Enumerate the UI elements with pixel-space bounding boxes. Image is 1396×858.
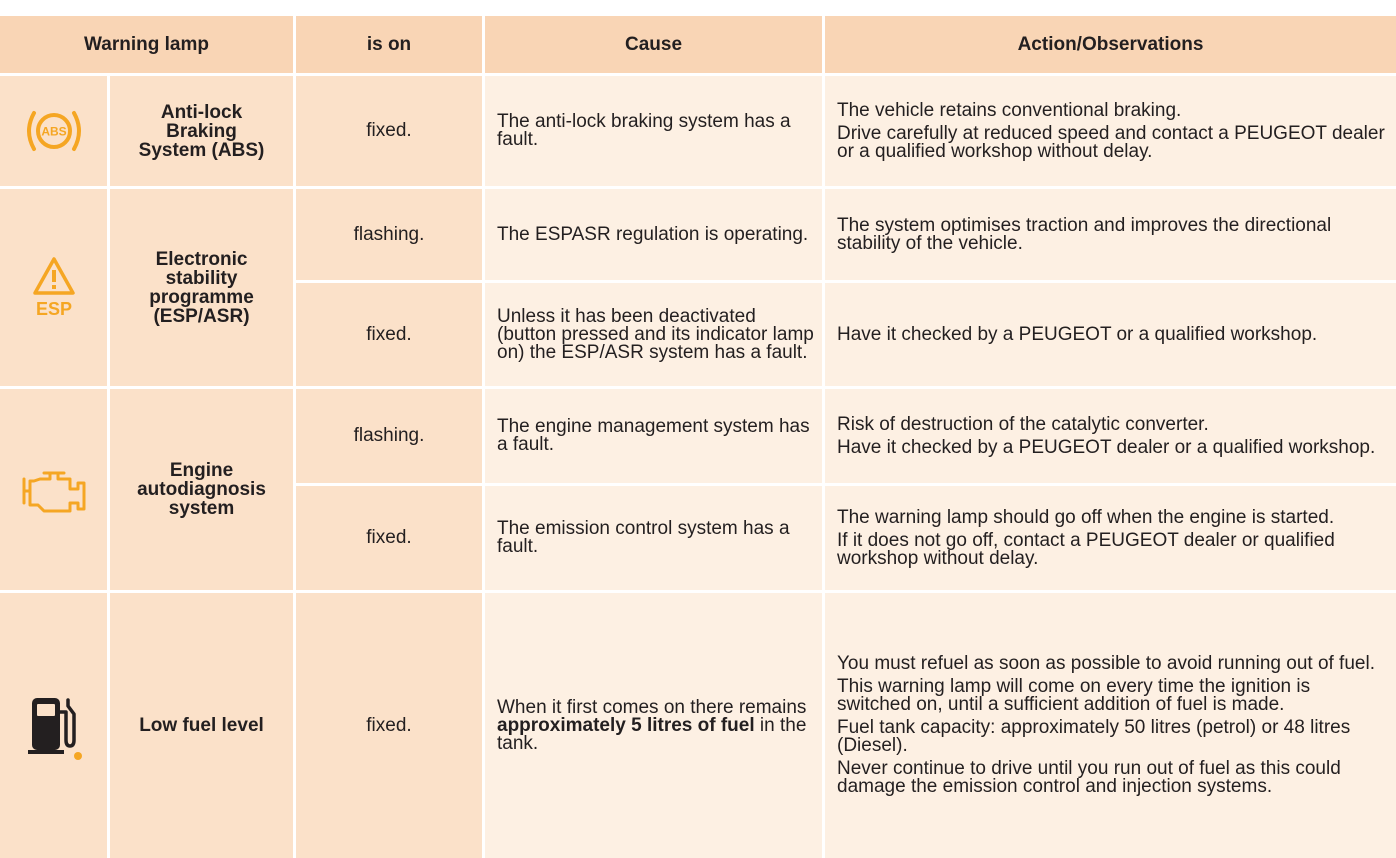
row-esp-flashing-cause: The ESPASR regulation is operating. — [497, 223, 809, 245]
fuel-icon-cell — [0, 593, 107, 858]
row-engine-flashing-cause: The engine management system has a fault. — [497, 416, 810, 455]
row-engine-fixed-cause-cell — [485, 486, 822, 590]
row-esp-flashing-is-on-cell — [296, 189, 482, 280]
row-abs-is-on: fixed. — [366, 120, 412, 141]
row-abs-cause-cell — [485, 76, 822, 186]
row-esp-fixed-cause: Unless it has been deactivated (button pressed and its indicator lamp on) the ESP/ASR system has a fault. — [497, 305, 814, 363]
engine-icon-cell — [0, 389, 107, 590]
row-fuel-name-cell — [110, 593, 293, 858]
row-abs-name: Anti-lock Braking System (ABS) — [138, 101, 265, 161]
row-engine-flashing-cause-cell — [485, 389, 822, 483]
row-abs-cause: The anti-lock braking system has a fault. — [497, 111, 791, 150]
row-esp-flashing-action-cell — [825, 189, 1396, 280]
row-fuel-action-3: Fuel tank capacity: approximately 50 litres (petrol) or 48 litres (Diesel). — [837, 717, 1351, 756]
row-fuel-cause — [497, 696, 814, 754]
header-cause: Cause — [485, 16, 822, 73]
row-fuel-cause-text-1: When it first comes on there remains — [497, 696, 807, 718]
row-fuel-is-on: fixed. — [366, 714, 412, 736]
row-esp-name-cell — [110, 189, 293, 386]
row-engine-flashing-is-on: flashing. — [353, 425, 425, 446]
row-esp-fixed-is-on: fixed. — [366, 323, 412, 345]
row-esp-fixed-is-on-cell — [296, 283, 482, 386]
row-engine-fixed-is-on-cell — [296, 486, 482, 590]
row-fuel-name: Low fuel level — [139, 715, 264, 736]
row-abs-is-on-cell — [296, 76, 482, 186]
row-fuel-action-4: Never continue to drive until you run out of fuel as this could damage the emission control and injection systems. — [837, 758, 1341, 797]
row-engine-flashing-action-1: Risk of destruction of the catalytic converter. — [837, 413, 1209, 435]
row-engine-fixed-action-1: The warning lamp should go off when the engine is started. — [837, 506, 1335, 528]
row-fuel-action-cell — [825, 593, 1396, 858]
row-engine-fixed-action-2: If it does not go off, contact a PEUGEOT dealer or qualified workshop without delay. — [837, 529, 1335, 569]
fuel-pump-icon — [24, 692, 84, 760]
row-abs-action-1: The vehicle retains conventional braking. — [837, 99, 1182, 121]
row-abs-name-cell — [110, 76, 293, 186]
row-esp-fixed-cause-cell — [485, 283, 822, 386]
abs-warning-icon — [22, 108, 86, 154]
row-abs-action-2: Drive carefully at reduced speed and contact a PEUGEOT dealer or a qualified workshop without delay. — [837, 122, 1385, 162]
row-abs-action-cell — [825, 76, 1396, 186]
row-engine-name: Engine autodiagnosis system — [137, 460, 266, 519]
row-esp-flashing-is-on: flashing. — [353, 223, 425, 245]
row-fuel-cause-cell — [485, 593, 822, 858]
row-fuel-cause-text-2: in the tank. — [497, 714, 807, 754]
esp-warning-icon — [31, 255, 77, 321]
row-fuel-action-2: This warning lamp will come on every time the ignition is switched on, until a sufficient addition of fuel is made. — [837, 676, 1311, 715]
header-warning-lamp: Warning lamp — [0, 16, 293, 73]
row-engine-flashing-action-cell — [825, 389, 1396, 483]
header-action: Action/Observations — [825, 16, 1396, 73]
row-engine-flashing-is-on-cell — [296, 389, 482, 483]
row-esp-fixed-action-cell — [825, 283, 1396, 386]
abs-icon-cell — [0, 76, 107, 186]
svg-text:ESP: ESP — [35, 298, 72, 319]
row-esp-flashing-action-1: The system optimises traction and improves the directional stability of the vehicle. — [837, 214, 1332, 254]
row-fuel-is-on-cell — [296, 593, 482, 858]
svg-text:ABS: ABS — [40, 124, 67, 139]
row-fuel-action-1: You must refuel as soon as possible to avoid running out of fuel. — [837, 653, 1375, 674]
row-engine-fixed-action-cell — [825, 486, 1396, 590]
header-is-on: is on — [296, 16, 482, 73]
row-fuel-cause-emphasis: approximately 5 litres of fuel — [497, 714, 755, 736]
row-engine-fixed-is-on: fixed. — [366, 527, 412, 548]
row-esp-flashing-cause-cell — [485, 189, 822, 280]
engine-check-icon — [18, 465, 90, 515]
row-engine-flashing-action-2: Have it checked by a PEUGEOT dealer or a qualified workshop. — [837, 436, 1376, 458]
row-engine-name-cell — [110, 389, 293, 590]
row-esp-fixed-action-1: Have it checked by a PEUGEOT or a qualified workshop. — [837, 323, 1318, 345]
row-esp-name: Electronic stability programme (ESP/ASR) — [149, 248, 254, 327]
row-engine-fixed-cause: The emission control system has a fault. — [497, 518, 790, 557]
esp-icon-cell — [0, 189, 107, 386]
